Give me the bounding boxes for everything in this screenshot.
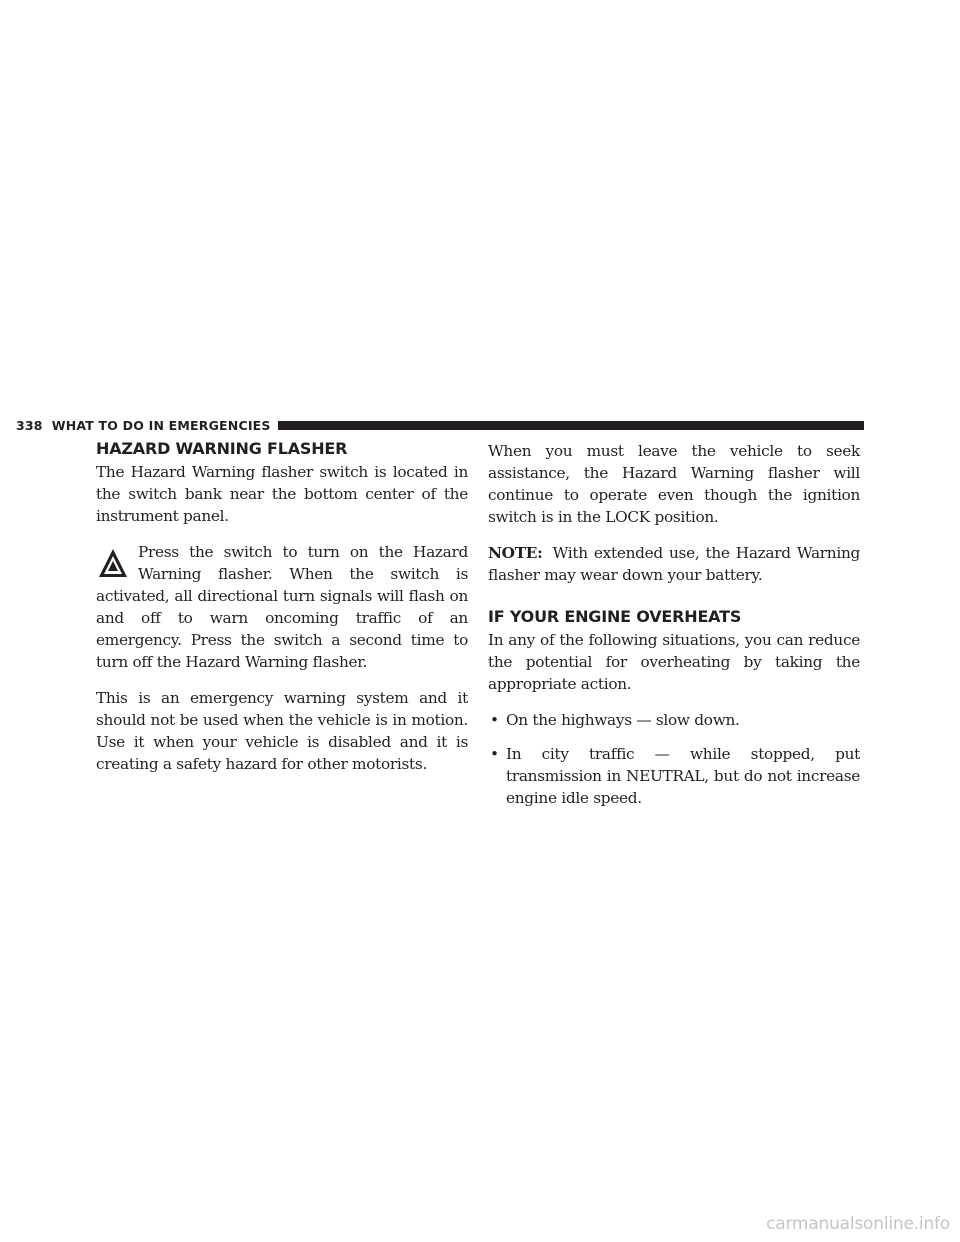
watermark: carmanualsonline.info — [766, 1214, 950, 1234]
section-title: WHAT TO DO IN EMERGENCIES — [51, 417, 271, 433]
bullet: • — [490, 745, 499, 763]
list-item — [488, 709, 860, 731]
heading-engine-overheats: IF YOUR ENGINE OVERHEATS — [488, 607, 742, 626]
header-rule — [278, 421, 864, 430]
page-label — [16, 418, 271, 433]
list-item-text: In city traffic — while stopped, put transmission in NEUTRAL, but do not increase engine idle speed. — [506, 745, 860, 807]
list-item — [488, 743, 860, 809]
left-column — [96, 440, 468, 789]
paragraph: The Hazard Warning flasher switch is located in the switch bank near the bottom center of the instrument panel. — [96, 463, 468, 525]
paragraph: This is an emergency warning system and it should not be used when the vehicle is in motion. Use it when your vehicle is disabled and it is creating a safety hazard for other motorists. — [96, 689, 468, 773]
page-header — [16, 416, 864, 434]
paragraph: In any of the following situations, you can reduce the potential for overheating by taking the appropriate action. — [488, 631, 860, 693]
page-number: 338 — [16, 417, 43, 433]
paragraph: Press the switch to turn on the Hazard Warning flasher. When the switch is activated, all directional turn signals will flash on and off to warn oncoming traffic of an emergency. Press the switch a second time to turn off the Hazard Warning flasher. — [96, 543, 468, 671]
hazard-triangle-icon — [98, 547, 128, 579]
right-column — [488, 440, 860, 821]
note-label: NOTE: — [488, 544, 543, 562]
bullet-list — [488, 709, 860, 809]
list-item-text: On the highways — slow down. — [506, 711, 740, 729]
bullet: • — [490, 711, 499, 729]
note — [488, 542, 860, 586]
hazard-paragraph — [96, 541, 468, 673]
note-text: With extended use, the Hazard Warning flasher may wear down your battery. — [488, 544, 860, 584]
heading-hazard-warning-flasher: HAZARD WARNING FLASHER — [96, 439, 348, 458]
paragraph: When you must leave the vehicle to seek assistance, the Hazard Warning flasher will continue to operate even though the ignition switch is in the LOCK position. — [488, 442, 860, 526]
